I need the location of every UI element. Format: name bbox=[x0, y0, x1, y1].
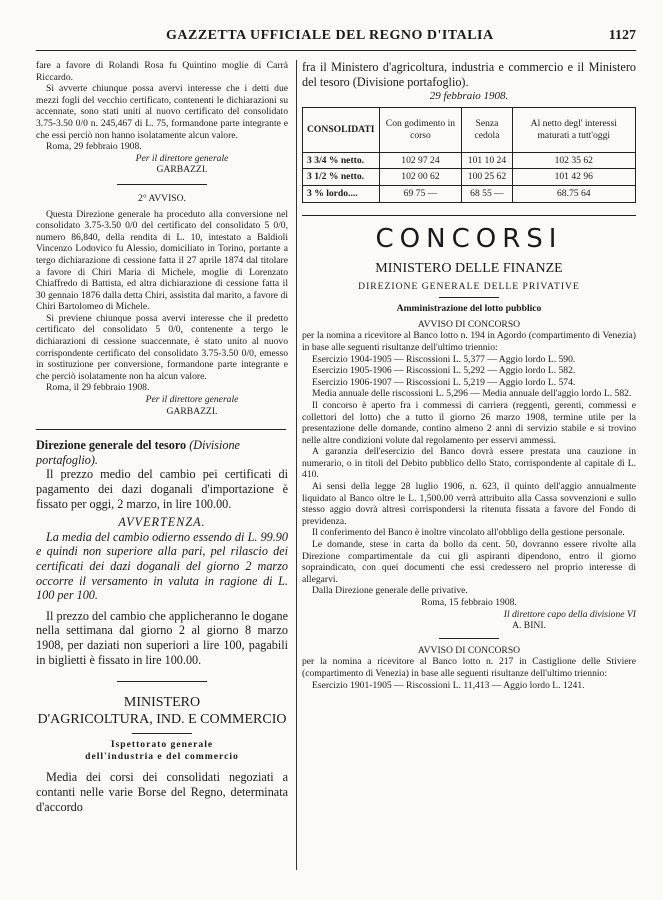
paragraph: Esercizio 1901-1905 — Riscossioni L. 11,413 — Aggio lordo L. 1241. bbox=[312, 679, 585, 691]
paragraph: Dalla Direzione generale delle privative. bbox=[312, 585, 468, 597]
paragraph: Si previene chiunque possa avervi interesse che il predetto certificato del consolidato 5 0/0, contenente a tergo le dichiarazioni di cessione suaccennate, è stato unito al nuovo corrispondente certificato del consolidato 3.75-3.50 0/0, emesso in sostituzione per conversione, formandone parte integrante e che perciò isolatamente non ha alcun valore. bbox=[36, 312, 288, 382]
left-column bbox=[36, 60, 288, 814]
dateline: Roma, 29 febbraio 1908. bbox=[46, 141, 142, 153]
concorsi-heading: CONCORSI bbox=[375, 223, 563, 254]
paragraph: per la nomina a ricevitore al Banco lotto n. 217 in Castiglione delle Stiviere (compartimento di Venezia) in base alle seguenti risultanze dell'ultimo triennio: bbox=[302, 656, 636, 679]
table-header-row bbox=[303, 107, 636, 152]
rates-table bbox=[302, 107, 636, 203]
divider bbox=[117, 681, 207, 682]
signature-role: Per il direttore generale bbox=[145, 394, 239, 406]
paragraph: A garanzia dell'esercizio del Banco dovrà essere prestata una cauzione in numerario, o in titoli del Debito pubblico dello Stato, corrispondente al capitale di L. 410. bbox=[302, 446, 636, 481]
table-cell: 102 35 62 bbox=[512, 152, 635, 169]
table-cell: 101 10 24 bbox=[462, 152, 512, 169]
divider bbox=[439, 297, 499, 298]
signature-role: Per il direttore generale bbox=[135, 152, 229, 164]
column-divider bbox=[296, 60, 297, 870]
dateline: 29 febbraio 1908. bbox=[429, 90, 509, 103]
paragraph: Le domande, stese in carta da bollo da cent. 50, dovranno essere rivolte alla Direzione compartimentale da cui gli aspiranti dipendono, entro il giorno sopraindicato, con quei documenti che essi credessero nel proprio interesse di allegarvi. bbox=[302, 539, 636, 585]
section-subtitle: (Divisione portafoglio). bbox=[36, 438, 240, 467]
ministry-title: MINISTERO bbox=[123, 695, 201, 711]
divider bbox=[439, 638, 499, 639]
paragraph: Esercizio 1905-1906 — Riscossioni L. 5,292 — Aggio lordo L. 582. bbox=[312, 365, 576, 377]
table-cell: 101 42 96 bbox=[512, 169, 635, 186]
paragraph: Media dei corsi dei consolidati negoziati a contanti nelle varie Borse del Regno, determinata d'accordo bbox=[36, 770, 288, 814]
paragraph: per la nomina a ricevitore al Banco lotto n. 194 in Agordo (compartimento di Venezia) in base alle seguenti risultanze dell'ultimo triennio: bbox=[302, 330, 636, 353]
signature-role: Il direttore capo della divisione VI bbox=[503, 608, 636, 620]
office-title: Ispettorato generale bbox=[110, 739, 214, 751]
paragraph: Si avverte chiunque possa avervi interesse che i detti due mezzi fogli del vecchio certificato, contenenti le dichiarazioni su accennate, sono stati uniti al nuovo certificato del consolidato 3.75-3.50 0/0 n. 245,467 di L. 75, formandone parte integrante e che essi perciò non hanno isolatamente alcun valore. bbox=[36, 83, 288, 141]
section-title: Direzione generale del tesoro bbox=[36, 438, 187, 453]
dateline: Roma, il 29 febbraio 1908. bbox=[46, 382, 150, 394]
avviso-title: 2° AVVISO. bbox=[138, 192, 186, 204]
paragraph: fare a favore di Rolandi Rosa fu Quintino moglie di Carrà Riccardo. bbox=[36, 60, 288, 83]
ministry-title: MINISTERO DELLE FINANZE bbox=[375, 260, 563, 276]
paragraph: Il prezzo medio del cambio pei certificati di pagamento dei dazi doganali d'importazione è fissato per oggi, 2 marzo, in lire 100.00. bbox=[36, 467, 288, 511]
paragraph: La media del cambio odierno essendo di L. 99.90 e quindi non superiore alla pari, pel rilascio dei certificati dei dazi doganali del giorno 2 marzo occorre il versamento in valuta in ragione di L. 100 per 100. bbox=[36, 529, 288, 603]
avviso-title: AVVISO DI CONCORSO bbox=[417, 318, 521, 330]
divider bbox=[302, 215, 636, 216]
table-header: Senza cedola bbox=[462, 107, 512, 152]
table-cell: 69 75 — bbox=[379, 185, 462, 202]
paragraph: Media annuale delle riscossioni L. 5,296 — Media annuale dell'aggio lordo L. 582. bbox=[312, 388, 632, 400]
table-cell: 3 % lordo.... bbox=[303, 185, 380, 202]
ministry-title: D'AGRICOLTURA, IND. E COMMERCIO bbox=[37, 712, 287, 728]
divider bbox=[132, 733, 192, 734]
signature-name: A. BINI. bbox=[512, 620, 546, 632]
table-cell: 3 3/4 % netto. bbox=[303, 152, 380, 169]
paragraph: Il conferimento del Banco è inoltre vincolato all'obbligo della gestione personale. bbox=[312, 527, 625, 539]
paragraph: Questa Direzione generale ha proceduto alla conversione nel consolidato 3.75-3.50 0/0 del certificato del consolidato 5 0/0, numero 86,840, della rendita di L. 10, intestato a Baldioli Vincenzo Lodovico fu Alessio, domiciliato in Torino, portante a tergo dichiarazione di cessione fatta il 27 aprile 1874 dal titolare a favore di Chiri Maria di Michele, moglie di Lorenzato Chiaffredo di Battista, ed altra dichiarazione di cessione fatta il 30 gennaio 1876 dalla detta Chiri, assistita dal marito, a favore di Chiri Bartolomeo di Michele. bbox=[36, 208, 288, 313]
table-cell: 102 97 24 bbox=[379, 152, 462, 169]
right-column bbox=[302, 60, 636, 691]
office-title: dell'industria e del commercio bbox=[85, 750, 239, 762]
table-header: CONSOLIDATI bbox=[303, 107, 380, 152]
table-cell: 68.75 64 bbox=[512, 185, 635, 202]
table-cell: 102 00 62 bbox=[379, 169, 462, 186]
avviso-title: AVVISO DI CONCORSO bbox=[417, 644, 521, 656]
page-header bbox=[36, 28, 636, 50]
header-rule bbox=[36, 50, 636, 51]
gazette-title: GAZZETTA UFFICIALE DEL REGNO D'ITALIA bbox=[166, 28, 494, 43]
page-number: 1127 bbox=[608, 28, 636, 43]
paragraph: fra il Ministero d'agricoltura, industria e commercio e il Ministero del tesoro (Divisione portafoglio). bbox=[302, 60, 636, 89]
table-header: Con godimento in corso bbox=[379, 107, 462, 152]
paragraph: Ai sensi della legge 28 luglio 1906, n. 623, il quinto dell'aggio annualmente liquidato al Banco oltre le L. 1,500.00 verrà attribuito alla Cassa sovvenzioni e sullo stesso aggio dovrà altresì corrispondersi la ritenuta fissata a favore del Fondo di previdenza. bbox=[302, 481, 636, 527]
paragraph: Esercizio 1906-1907 — Riscossioni L. 5,219 — Aggio lordo L. 574. bbox=[312, 376, 576, 388]
table-cell: 68 55 — bbox=[462, 185, 512, 202]
table-cell: 3 1/2 % netto. bbox=[303, 169, 380, 186]
paragraph: Il concorso è aperto fra i commessi di carriera (reggenti, gerenti, commessi e collettori del lotto) che a tutto il giorno 26 marzo 1908, termine utile per la presentazione delle domande, contino almeno 2 anni di servizio stabile e si trovino nelle altre condizioni volute dal regolamento per esservi ammessi. bbox=[302, 399, 636, 446]
directorate-title: DIREZIONE GENERALE DELLE PRIVATIVE bbox=[358, 280, 580, 292]
paragraph: Esercizio 1904-1905 — Riscossioni L. 5,377 — Aggio lordo L. 590. bbox=[312, 353, 576, 365]
table-cell: 100 25 62 bbox=[462, 169, 512, 186]
table-header: Al netto degl' interessi maturati a tutt'oggi bbox=[512, 107, 635, 152]
avvertenza-title: AVVERTENZA. bbox=[118, 515, 206, 530]
table-row bbox=[303, 169, 636, 186]
signature-name: GARBAZZI. bbox=[166, 405, 218, 417]
signature-name: GARBAZZI. bbox=[156, 164, 208, 176]
divider bbox=[36, 429, 286, 430]
dateline: Roma, 15 febbraio 1908. bbox=[421, 597, 517, 608]
table-row bbox=[303, 152, 636, 169]
paragraph: Il prezzo del cambio che applicheranno le dogane nella settimana dal giorno 2 al giorno 8 marzo 1908, per daziati non superiori a lire 100, pagabili in biglietti è fissato in lire 100.00. bbox=[36, 608, 288, 667]
divider bbox=[117, 184, 207, 185]
table-row bbox=[303, 185, 636, 202]
administration-title: Amministrazione del lotto pubblico bbox=[396, 303, 542, 315]
